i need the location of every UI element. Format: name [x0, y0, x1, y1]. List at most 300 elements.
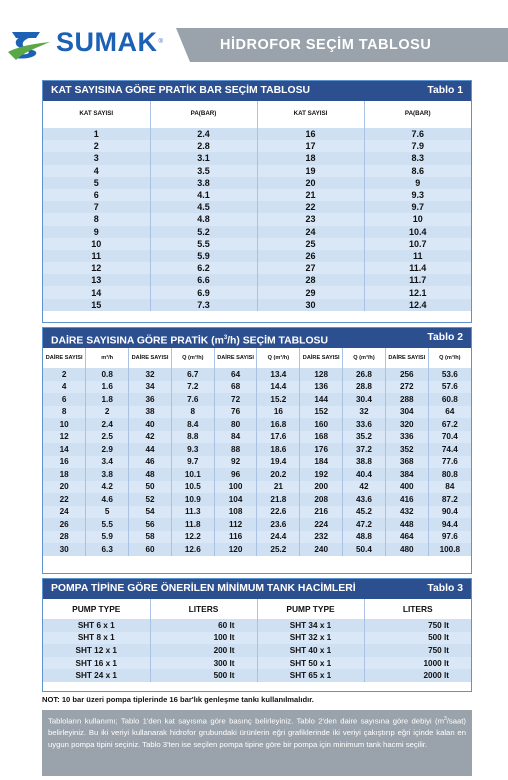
table-cell: 500 lt: [364, 632, 471, 645]
table-cell: 94.4: [428, 518, 471, 531]
table3-header-row: [43, 599, 471, 619]
table-cell: 18: [43, 468, 86, 481]
table-cell: 224: [300, 518, 343, 531]
table-cell: 42: [343, 481, 386, 494]
table-cell: 5.5: [150, 238, 257, 250]
table-cell: 4: [43, 165, 150, 177]
table-row: [43, 213, 471, 225]
table-cell: 9.3: [364, 189, 471, 201]
table-cell: 12.1: [364, 286, 471, 298]
table-cell: 45.2: [343, 506, 386, 519]
table2-title-sup: 3: [223, 335, 228, 341]
table2-col-header: DAİRE SAYISI: [129, 348, 172, 368]
table-cell: 208: [300, 493, 343, 506]
table-cell: 10.7: [364, 238, 471, 250]
table-cell: 448: [385, 518, 428, 531]
table-cell: 6.3: [86, 543, 129, 556]
brand-name: SUMAK: [56, 26, 158, 57]
table2-col-header: Q (m³/h): [428, 348, 471, 368]
table-cell: 108: [214, 506, 257, 519]
table-cell: SHT 6 x 1: [43, 619, 150, 632]
table-cell: 64: [214, 368, 257, 381]
table-cell: 48: [129, 468, 172, 481]
table-cell: 56: [129, 518, 172, 531]
table-cell: 416: [385, 493, 428, 506]
table-row: [43, 506, 471, 519]
table-cell: SHT 16 x 1: [43, 657, 150, 670]
table-cell: 750 lt: [364, 644, 471, 657]
table-row: [43, 250, 471, 262]
table-cell: 8.3: [364, 152, 471, 164]
table-cell: 3.5: [150, 165, 257, 177]
table3-col-header: PUMP TYPE: [257, 599, 364, 619]
table-cell: 100 lt: [150, 632, 257, 645]
table1-col-header: PA(BAR): [364, 101, 471, 125]
table-cell: 464: [385, 531, 428, 544]
table-cell: 27: [257, 262, 364, 274]
table-cell: 5.9: [86, 531, 129, 544]
table-cell: 200: [300, 481, 343, 494]
table-cell: 57.6: [428, 381, 471, 394]
table-cell: 25.2: [257, 543, 300, 556]
table-cell: 97.6: [428, 531, 471, 544]
table-cell: 35.2: [343, 431, 386, 444]
table-cell: 152: [300, 406, 343, 419]
table-cell: 9.7: [171, 456, 214, 469]
table-cell: 18: [257, 152, 364, 164]
table-cell: 120: [214, 543, 257, 556]
table-cell: 8.4: [171, 418, 214, 431]
table3-label: Tablo 3: [427, 583, 463, 594]
table-row: [43, 431, 471, 444]
table3-col-header: PUMP TYPE: [43, 599, 150, 619]
table-cell: 28.8: [343, 381, 386, 394]
table-cell: 50.4: [343, 543, 386, 556]
table-cell: 90.4: [428, 506, 471, 519]
table-cell: 11.4: [364, 262, 471, 274]
table-cell: 12.4: [364, 299, 471, 311]
table-cell: 176: [300, 443, 343, 456]
table-cell: 240: [300, 543, 343, 556]
table2-col-header: DAİRE SAYISI: [385, 348, 428, 368]
table-cell: 116: [214, 531, 257, 544]
table-cell: 19.4: [257, 456, 300, 469]
table-cell: 5.9: [150, 250, 257, 262]
table-cell: SHT 50 x 1: [257, 657, 364, 670]
table-cell: 400: [385, 481, 428, 494]
table-cell: 192: [300, 468, 343, 481]
table-cell: 16: [43, 456, 86, 469]
table3-header: [43, 579, 471, 599]
table-cell: 38: [129, 406, 172, 419]
table-cell: 2.8: [150, 140, 257, 152]
table-cell: 6.9: [150, 286, 257, 298]
table-cell: 3.4: [86, 456, 129, 469]
table-row: [43, 177, 471, 189]
table-cell: SHT 8 x 1: [43, 632, 150, 645]
table-cell: 2000 lt: [364, 669, 471, 682]
table1-col-header: PA(BAR): [150, 101, 257, 125]
table-cell: 77.6: [428, 456, 471, 469]
table-cell: 44: [129, 443, 172, 456]
table-cell: 216: [300, 506, 343, 519]
table-cell: 38.8: [343, 456, 386, 469]
table-row: [43, 226, 471, 238]
table-row: [43, 393, 471, 406]
table-cell: 24: [43, 506, 86, 519]
table-cell: 7.2: [171, 381, 214, 394]
table-cell: 5.5: [86, 518, 129, 531]
table2: [43, 348, 471, 556]
table-cell: 200 lt: [150, 644, 257, 657]
table-cell: 37.2: [343, 443, 386, 456]
table-cell: 144: [300, 393, 343, 406]
table-cell: 26.8: [343, 368, 386, 381]
table-cell: 1.6: [86, 381, 129, 394]
table-cell: 36: [129, 393, 172, 406]
table3: [43, 599, 471, 682]
table-row: [43, 140, 471, 152]
table-cell: 304: [385, 406, 428, 419]
table-row: [43, 189, 471, 201]
table-cell: 9: [43, 226, 150, 238]
table-cell: 13.4: [257, 368, 300, 381]
table3-section: [42, 578, 472, 692]
table-cell: 32: [343, 406, 386, 419]
table-cell: 30.4: [343, 393, 386, 406]
table-cell: 11.7: [364, 274, 471, 286]
table-cell: 14: [43, 443, 86, 456]
table-cell: 104: [214, 493, 257, 506]
table-cell: 7.6: [364, 128, 471, 140]
table-cell: 96: [214, 468, 257, 481]
table-cell: 54: [129, 506, 172, 519]
table-cell: 12: [43, 262, 150, 274]
table-cell: 28: [43, 531, 86, 544]
table-row: [43, 286, 471, 298]
table-cell: 750 lt: [364, 619, 471, 632]
table1-col-header: KAT SAYISI: [43, 101, 150, 125]
table3-col-header: LITERS: [150, 599, 257, 619]
table-cell: 6.6: [150, 274, 257, 286]
page-title: HİDROFOR SEÇİM TABLOSU: [220, 37, 432, 53]
table-row: [43, 406, 471, 419]
table-cell: 6: [43, 393, 86, 406]
table-cell: 22.6: [257, 506, 300, 519]
table2-col-header: m³/h: [86, 348, 129, 368]
table-cell: 0.8: [86, 368, 129, 381]
trademark-mark: ®: [158, 39, 163, 45]
table1-header: [43, 81, 471, 101]
table-cell: 29: [257, 286, 364, 298]
table1-col-header: KAT SAYISI: [257, 101, 364, 125]
header: [0, 0, 508, 74]
table2-section: [42, 327, 472, 574]
table-cell: 23: [257, 213, 364, 225]
table-cell: 112: [214, 518, 257, 531]
table-cell: SHT 32 x 1: [257, 632, 364, 645]
table-cell: 11.3: [171, 506, 214, 519]
table-cell: 22: [257, 201, 364, 213]
table-cell: 16: [257, 406, 300, 419]
table2-title: [51, 328, 328, 348]
table-cell: 7: [43, 201, 150, 213]
table3-title: POMPA TİPİNE GÖRE ÖNERİLEN MİNİMUM TANK HACİMLERİ: [51, 583, 356, 594]
table-cell: 9.7: [364, 201, 471, 213]
table-row: [43, 238, 471, 250]
table-cell: 84: [214, 431, 257, 444]
table-cell: 136: [300, 381, 343, 394]
table-cell: 60.8: [428, 393, 471, 406]
table-row: [43, 201, 471, 213]
table-cell: 256: [385, 368, 428, 381]
table-cell: 14: [43, 286, 150, 298]
table-cell: 4.1: [150, 189, 257, 201]
table-cell: 20: [43, 481, 86, 494]
table-cell: 21: [257, 481, 300, 494]
table3-col-header: LITERS: [364, 599, 471, 619]
table-cell: 4.6: [86, 493, 129, 506]
table-cell: 64: [428, 406, 471, 419]
table-cell: 7.6: [171, 393, 214, 406]
table-cell: 92: [214, 456, 257, 469]
table-cell: 3: [43, 152, 150, 164]
table-row: [43, 468, 471, 481]
table-row: [43, 543, 471, 556]
table-row: [43, 262, 471, 274]
table-cell: 58: [129, 531, 172, 544]
table-cell: 300 lt: [150, 657, 257, 670]
table-cell: 70.4: [428, 431, 471, 444]
table-cell: 2.4: [86, 418, 129, 431]
table-cell: 46: [129, 456, 172, 469]
table1: [43, 101, 471, 311]
table-cell: 60: [129, 543, 172, 556]
table-cell: 87.2: [428, 493, 471, 506]
table-row: [43, 657, 471, 670]
table-cell: 7.3: [150, 299, 257, 311]
table-cell: 8.8: [171, 431, 214, 444]
table-row: [43, 619, 471, 632]
table1-title: KAT SAYISINA GÖRE PRATİK BAR SEÇİM TABLOSU: [51, 85, 311, 96]
table-row: [43, 443, 471, 456]
table-cell: 12.6: [171, 543, 214, 556]
table-cell: 352: [385, 443, 428, 456]
table-cell: 20.2: [257, 468, 300, 481]
table-cell: 25: [257, 238, 364, 250]
table-row: [43, 128, 471, 140]
table-cell: 80.8: [428, 468, 471, 481]
table-cell: 26: [43, 518, 86, 531]
table-cell: SHT 34 x 1: [257, 619, 364, 632]
table-cell: 10.5: [171, 481, 214, 494]
table-cell: 34: [129, 381, 172, 394]
table-cell: 100: [214, 481, 257, 494]
usage-info-box: [42, 710, 472, 776]
table-cell: 33.6: [343, 418, 386, 431]
info-text-part1: Tabloların kullanımı; Tablo 1'den kat sayısına göre basınç belirleyiniz. Tablo 2'den daire sayısına göre debiyi (m: [48, 716, 444, 726]
table-cell: 16: [257, 128, 364, 140]
table-cell: 11.8: [171, 518, 214, 531]
table-cell: 15.2: [257, 393, 300, 406]
table2-title-post: /h) SEÇİM TABLOSU: [227, 335, 328, 347]
table-row: [43, 165, 471, 177]
table-cell: 4.2: [86, 481, 129, 494]
table-cell: SHT 65 x 1: [257, 669, 364, 682]
table-cell: 21: [257, 189, 364, 201]
table-cell: 432: [385, 506, 428, 519]
table-cell: 47.2: [343, 518, 386, 531]
table-cell: 4.5: [150, 201, 257, 213]
info-text-part2: /saat) belirleyiniz. Bu iki veriyi kullanarak hidrofor grubundaki ürünlerin eğri grafiklerinde iki veriyi çakıştırıp eğri içinde kalan en uygun pompa tipini seçiniz. Tablo 3'ten ise seçilen pompa tipine göre bir pompa için minimum tank hacmi seçilir.: [48, 716, 466, 749]
table-cell: 11: [364, 250, 471, 262]
table-row: [43, 632, 471, 645]
table-cell: 18.6: [257, 443, 300, 456]
table-row: [43, 274, 471, 286]
brand-logo: [6, 22, 163, 62]
table-cell: 10: [43, 238, 150, 250]
table3-body: [43, 619, 471, 682]
table-cell: SHT 24 x 1: [43, 669, 150, 682]
table-cell: 3.8: [86, 468, 129, 481]
table2-body: [43, 368, 471, 556]
table-cell: 320: [385, 418, 428, 431]
table-cell: 8: [43, 406, 86, 419]
table-cell: 52: [129, 493, 172, 506]
table-cell: 88: [214, 443, 257, 456]
table-cell: 60 lt: [150, 619, 257, 632]
table-cell: 7.9: [364, 140, 471, 152]
table-cell: 1000 lt: [364, 657, 471, 670]
table2-label: Tablo 2: [427, 332, 463, 343]
table-cell: 28: [257, 274, 364, 286]
table2-col-header: Q (m³/h): [343, 348, 386, 368]
table-cell: 10.1: [171, 468, 214, 481]
table-cell: 100.8: [428, 543, 471, 556]
table-cell: 2: [86, 406, 129, 419]
table2-col-header: Q (m³/h): [257, 348, 300, 368]
table-row: [43, 669, 471, 682]
table-cell: 6: [43, 189, 150, 201]
table-cell: 1.8: [86, 393, 129, 406]
table-cell: SHT 40 x 1: [257, 644, 364, 657]
table-cell: 30: [43, 543, 86, 556]
table-cell: SHT 12 x 1: [43, 644, 150, 657]
table-cell: 15: [43, 299, 150, 311]
table-row: [43, 481, 471, 494]
table-cell: 12.2: [171, 531, 214, 544]
table-cell: 53.6: [428, 368, 471, 381]
table-cell: 19: [257, 165, 364, 177]
table-row: [43, 518, 471, 531]
table-cell: 72: [214, 393, 257, 406]
table-cell: 40.4: [343, 468, 386, 481]
table-cell: 6.7: [171, 368, 214, 381]
table2-col-header: Q (m³/h): [171, 348, 214, 368]
table2-header: [43, 328, 471, 348]
table-cell: 42: [129, 431, 172, 444]
table-cell: 17.6: [257, 431, 300, 444]
table-cell: 3.8: [150, 177, 257, 189]
table-cell: 68: [214, 381, 257, 394]
table-cell: 9.3: [171, 443, 214, 456]
table-row: [43, 456, 471, 469]
table-cell: 17: [257, 140, 364, 152]
table-cell: 10.9: [171, 493, 214, 506]
table-cell: 30: [257, 299, 364, 311]
table-cell: 3.1: [150, 152, 257, 164]
table2-header-row: [43, 348, 471, 368]
table-cell: 8: [171, 406, 214, 419]
table-cell: 12: [43, 431, 86, 444]
table-cell: 160: [300, 418, 343, 431]
table-cell: 168: [300, 431, 343, 444]
table-cell: 11: [43, 250, 150, 262]
table-cell: 13: [43, 274, 150, 286]
title-band: [190, 28, 508, 62]
table-cell: 2.5: [86, 431, 129, 444]
table-cell: 288: [385, 393, 428, 406]
table-cell: 48.8: [343, 531, 386, 544]
table-cell: 76: [214, 406, 257, 419]
table-cell: 26: [257, 250, 364, 262]
table-row: [43, 644, 471, 657]
table-row: [43, 493, 471, 506]
table-cell: 22: [43, 493, 86, 506]
table-cell: 480: [385, 543, 428, 556]
table-cell: 5: [86, 506, 129, 519]
table-cell: 43.6: [343, 493, 386, 506]
table-cell: 24.4: [257, 531, 300, 544]
table-cell: 32: [129, 368, 172, 381]
table-cell: 21.8: [257, 493, 300, 506]
table-row: [43, 299, 471, 311]
table-cell: 80: [214, 418, 257, 431]
table-cell: 8.6: [364, 165, 471, 177]
table-cell: 2.9: [86, 443, 129, 456]
table-cell: 272: [385, 381, 428, 394]
table-cell: 5: [43, 177, 150, 189]
table-cell: 23.6: [257, 518, 300, 531]
info-text-sup: 3: [443, 716, 447, 722]
table-cell: 8: [43, 213, 150, 225]
sumak-logo-icon: [6, 22, 54, 62]
table-cell: 4.8: [150, 213, 257, 225]
table-cell: 500 lt: [150, 669, 257, 682]
note-text: NOT: 10 bar üzeri pompa tiplerinde 16 bar'lık genleşme tankı kullanılmalıdır.: [42, 695, 314, 704]
table-row: [43, 381, 471, 394]
table2-col-header: DAİRE SAYISI: [300, 348, 343, 368]
table-row: [43, 531, 471, 544]
table2-col-header: DAİRE SAYISI: [43, 348, 86, 368]
table-cell: 74.4: [428, 443, 471, 456]
table-cell: 40: [129, 418, 172, 431]
table-row: [43, 368, 471, 381]
table-cell: 4: [43, 381, 86, 394]
table-cell: 9: [364, 177, 471, 189]
table-cell: 2: [43, 140, 150, 152]
table-cell: 20: [257, 177, 364, 189]
table2-title-pre: DAİRE SAYISINA GÖRE PRATİK (m: [51, 335, 224, 347]
table-cell: 67.2: [428, 418, 471, 431]
table1-section: [42, 80, 472, 323]
table-cell: 10.4: [364, 226, 471, 238]
table-cell: 10: [364, 213, 471, 225]
table-cell: 10: [43, 418, 86, 431]
table-cell: 84: [428, 481, 471, 494]
table-cell: 2.4: [150, 128, 257, 140]
table-cell: 24: [257, 226, 364, 238]
